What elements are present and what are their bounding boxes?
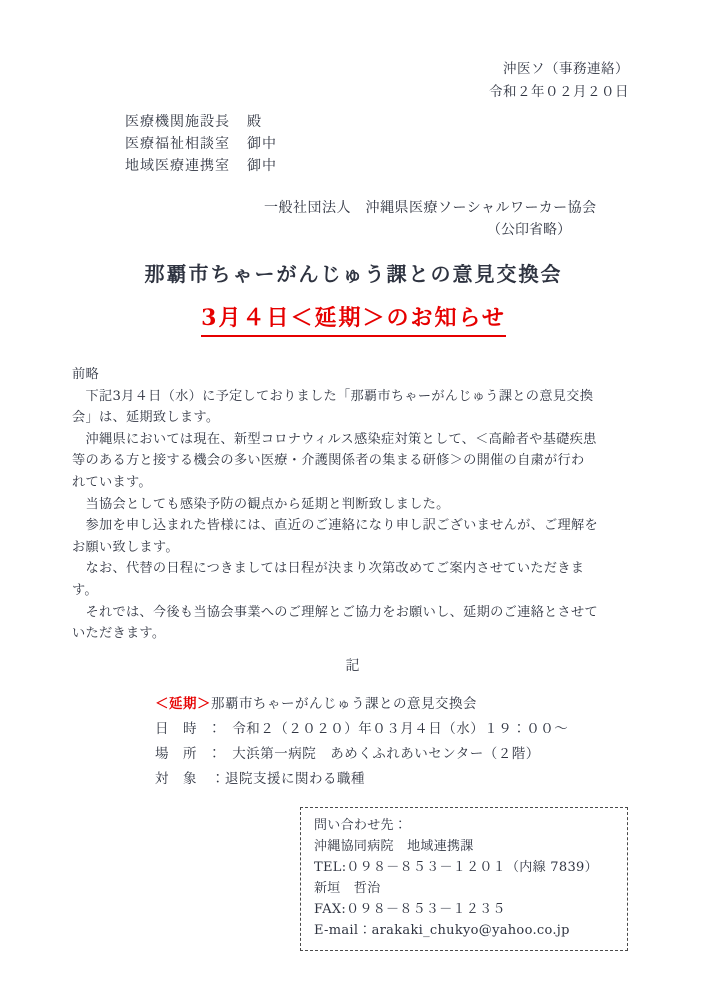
recipient-honorific: 御中 [247, 158, 277, 174]
body-line: それでは、今後も当協会事業へのご理解とご協力をお願いし、延期のご連絡とさせて [72, 604, 599, 620]
recipient-list [125, 111, 707, 177]
recipient-row [125, 133, 707, 155]
body-line: す。 [72, 582, 98, 598]
recipient-name: 医療機関施設長 [125, 114, 230, 130]
recipient-row [125, 111, 707, 133]
body-line: 等のある方と接する機会の多い医療・介護関係者の集まる研修＞の開催の自粛が行わ [72, 453, 585, 469]
contact-line: 問い合わせ先： [314, 817, 408, 833]
recipient-honorific: 御中 [247, 136, 277, 152]
body-line: 当協会としても感染予防の観点から延期と判断致しました。 [72, 496, 450, 512]
postponed-tag: ＜延期＞ [155, 695, 211, 712]
body-line: いただきます。 [72, 626, 166, 642]
event-details-rows [155, 717, 707, 792]
body-line: 会」は、延期致します。 [72, 410, 220, 426]
body-line: お願い致します。 [72, 539, 179, 555]
document-code: 沖医ソ（事務連絡） [503, 61, 629, 77]
event-details [155, 692, 707, 792]
contact-line: 沖縄協同病院 地域連携課 [314, 838, 474, 854]
event-detail-row: 対 象 ：退院支援に関わる職種 [155, 770, 365, 787]
contact-line: TEL:０９８－８５３－１２０１（内線 7839） 新垣 哲治 [314, 859, 605, 896]
body-line: 前略 [72, 367, 99, 382]
document-date: 令和２年０２月２０日 [489, 84, 629, 100]
event-name: 那覇市ちゃーがんじゅう課との意見交換会 [211, 695, 477, 712]
body-line: 参加を申し込まれた皆様には、直近のご連絡になり申し訳ございませんが、ご理解を [72, 518, 599, 534]
contact-line: FAX:０９８－８５３－１２３５ [314, 901, 506, 917]
event-detail-row: 場 所 ： 大浜第一病院 あめくふれあいセンター（２階） [155, 745, 540, 762]
document-meta [0, 0, 707, 104]
ki-marker: 記 [345, 657, 362, 674]
document-subtitle-wrap [0, 303, 707, 337]
body-line: なお、代替の日程につきましては日程が決まり次第改めてご案内させていただきま [72, 561, 585, 577]
sender-block [0, 197, 707, 241]
document-title: 那覇市ちゃーがんじゅう課との意見交換会 [144, 262, 563, 286]
contact-line: E-mail：arakaki_chukyo@yahoo.co.jp [314, 922, 570, 938]
sender-organization: 一般社団法人 沖縄県医療ソーシャルワーカー協会 [264, 200, 597, 216]
recipient-honorific: 殿 [247, 114, 262, 130]
contact-info-box [300, 807, 628, 951]
body-line: 沖縄県においては現在、新型コロナウィルス感染症対策として、＜高齢者や基礎疾患 [72, 431, 597, 447]
sender-seal-note: （公印省略） [487, 222, 571, 238]
letter-body [72, 364, 639, 645]
recipient-row [125, 155, 707, 177]
postponement-notice-subtitle: 3月４日＜延期＞のお知らせ [201, 303, 506, 337]
recipient-name: 医療福祉相談室 [125, 136, 230, 152]
event-detail-row: 日 時 ： 令和２（２０２０）年０３月４日（水）１９：００～ [155, 720, 569, 737]
event-details-title [155, 692, 707, 717]
body-line: 下記3月４日（水）に予定しておりました「那覇市ちゃーがんじゅう課との意見交換 [72, 388, 594, 404]
body-line: れています。 [72, 474, 152, 490]
recipient-name: 地域医療連携室 [125, 158, 230, 174]
